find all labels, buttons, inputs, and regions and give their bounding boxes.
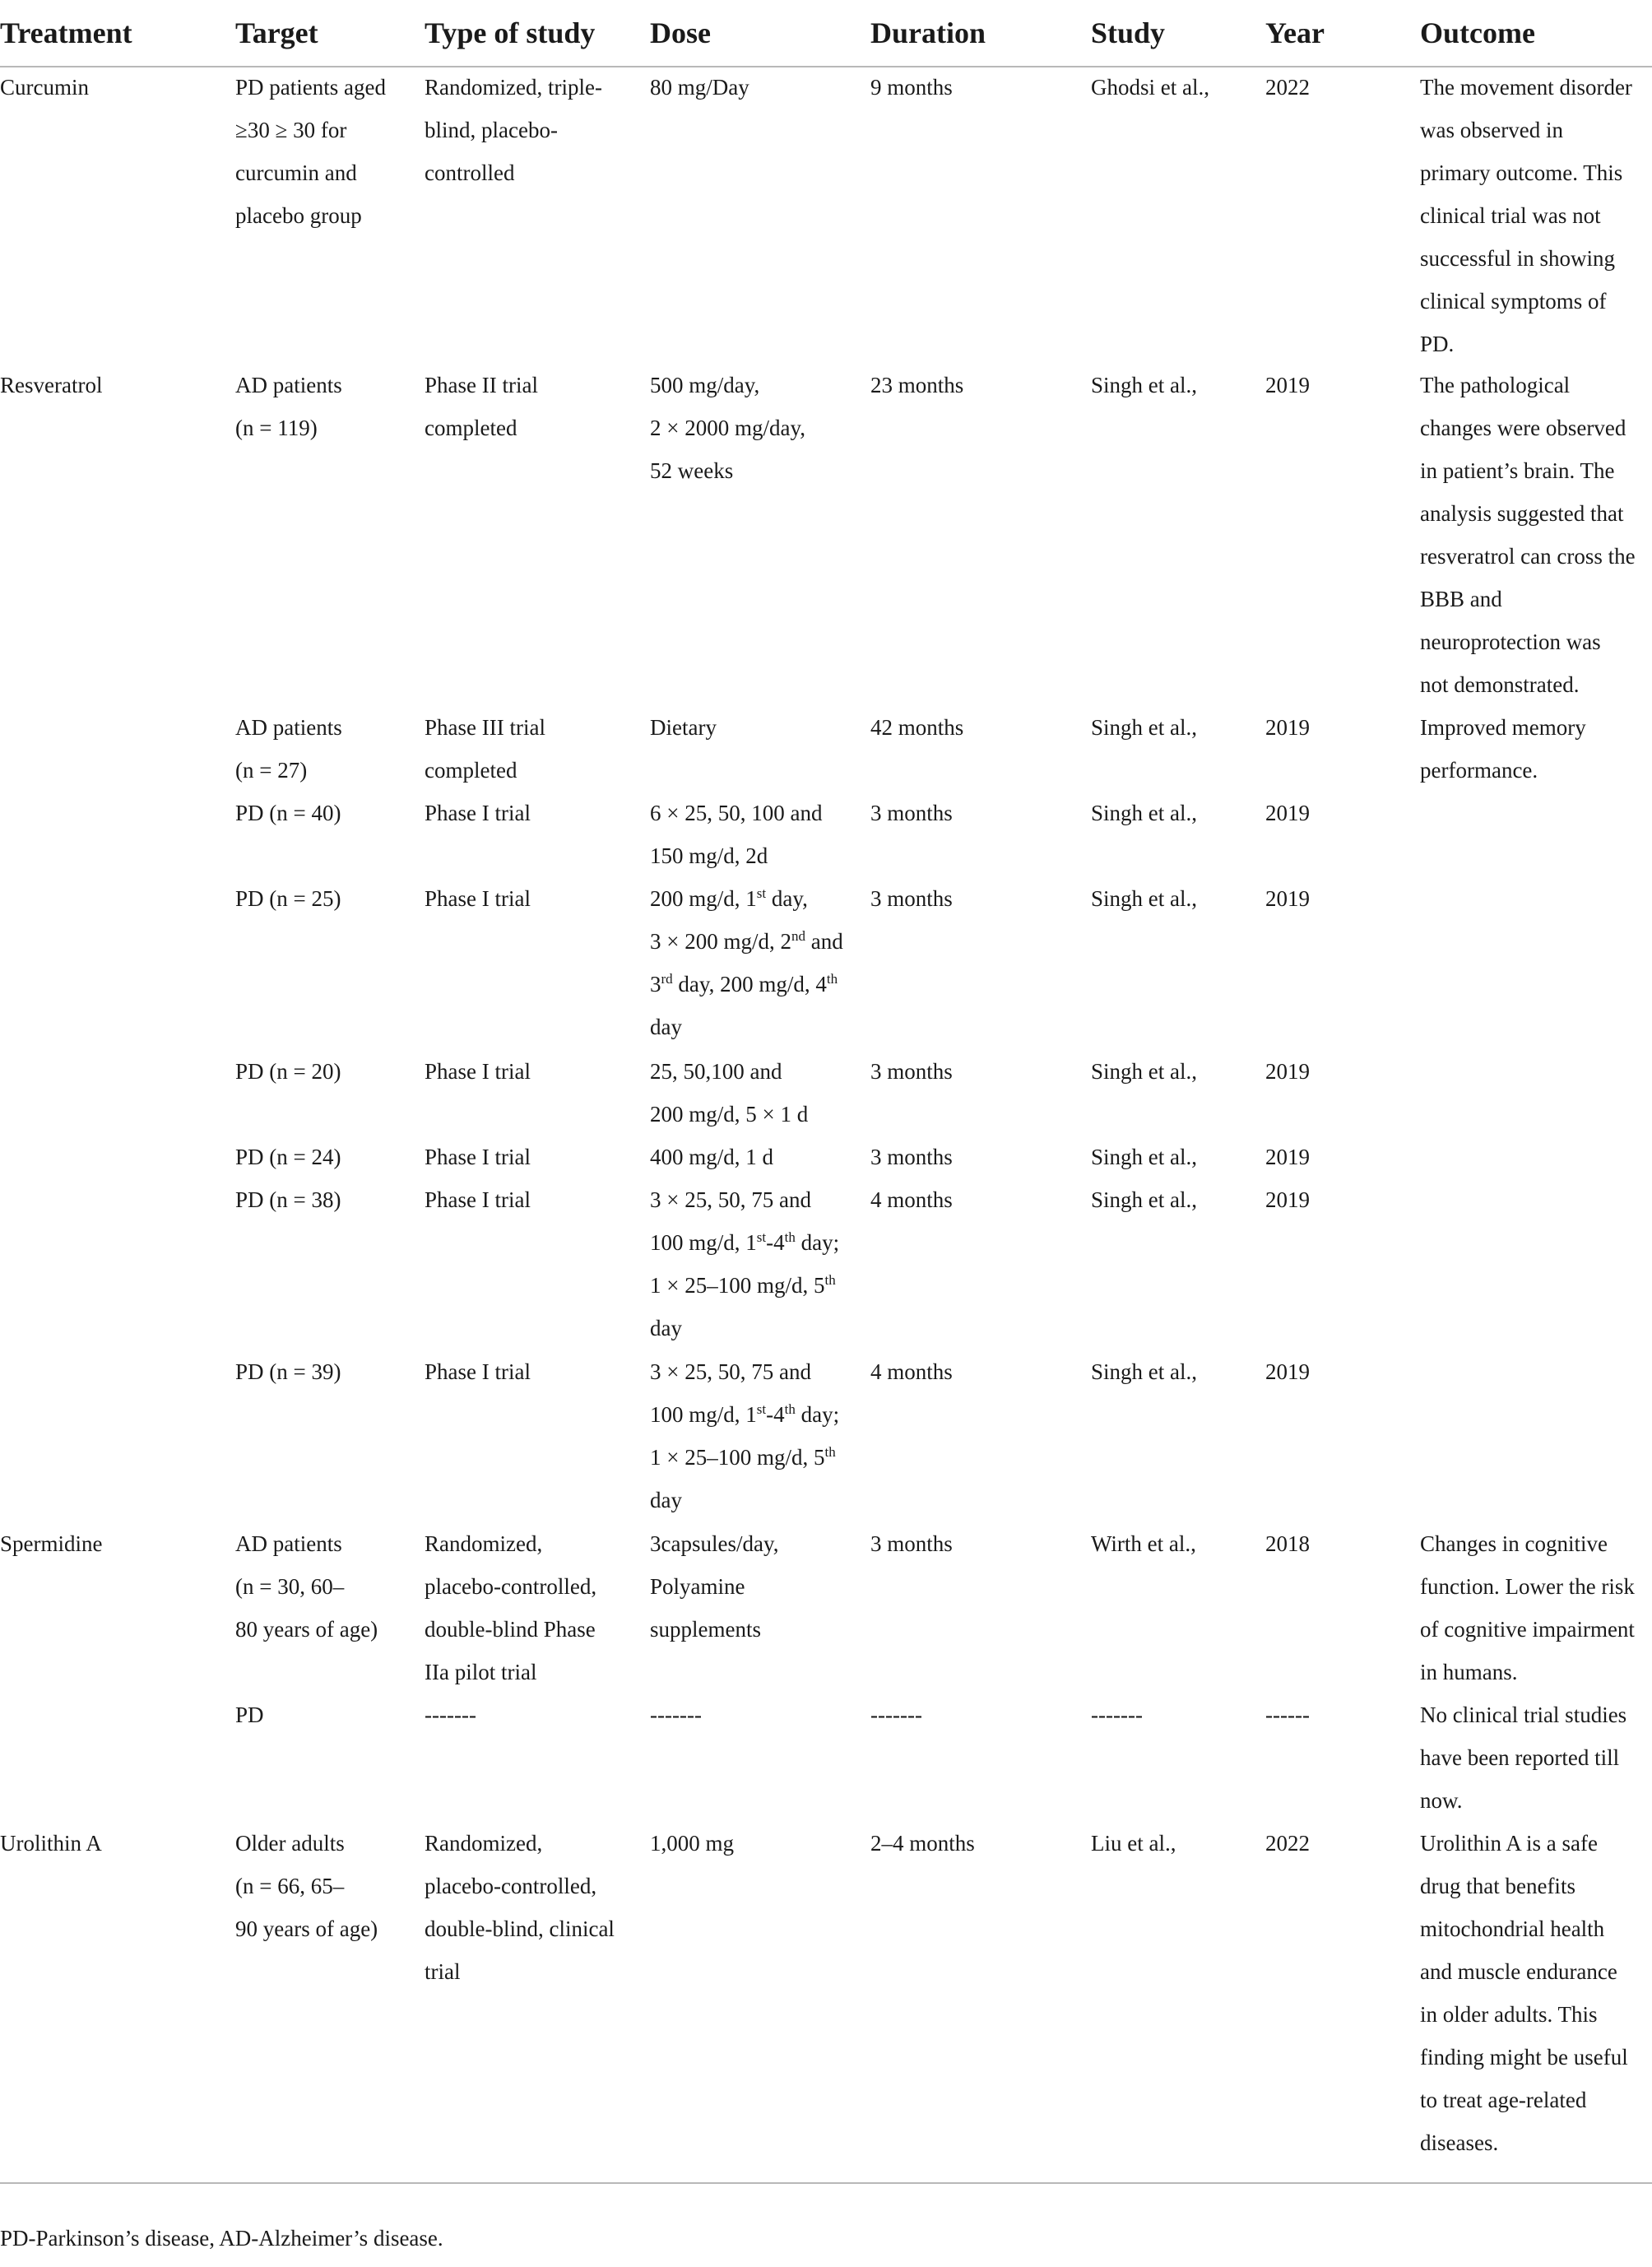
cell-line: 9 months: [870, 75, 953, 100]
ordinal-suffix: th: [826, 971, 838, 987]
text-segment: day: [650, 1316, 682, 1340]
cell-line: of cognitive impairment: [1420, 1617, 1635, 1642]
cell-line: 4 months: [870, 1359, 953, 1384]
cell-treatment: [0, 364, 102, 406]
cell-year: [1265, 1350, 1310, 1393]
cell-year: [1265, 877, 1310, 920]
cell-line: [650, 920, 843, 963]
cell-line: Urolithin A: [0, 1831, 102, 1856]
cell-line: primary outcome. This: [1420, 160, 1623, 185]
cell-dose: [650, 364, 805, 492]
cell-line: PD (n = 38): [235, 1187, 341, 1212]
cell-study: [1091, 66, 1209, 109]
cell-line: to treat age-related: [1420, 2088, 1587, 2112]
cell-target: [235, 1522, 378, 1651]
cell-type: [425, 66, 602, 194]
cell-dose: [650, 1050, 808, 1136]
cell-line: 42 months: [870, 715, 964, 740]
text-segment: 1 × 25–100 mg/d, 5: [650, 1273, 825, 1298]
cell-line: [650, 877, 843, 920]
cell-line: 3 months: [870, 1531, 953, 1556]
cell-type: [425, 1522, 596, 1693]
cell-line: 2–4 months: [870, 1831, 975, 1856]
cell-dose: [650, 706, 717, 749]
cell-study: [1091, 1050, 1197, 1093]
cell-duration: [870, 877, 953, 920]
cell-type: [425, 1178, 531, 1221]
cell-target: [235, 706, 342, 792]
cell-dose: [650, 66, 749, 109]
cell-dose: [650, 1136, 773, 1178]
cell-year: [1265, 1693, 1310, 1736]
cell-line: (n = 66, 65–: [235, 1874, 345, 1898]
cell-line: Dietary: [650, 715, 717, 740]
cell-type: [425, 1693, 476, 1736]
cell-line: Randomized,: [425, 1531, 543, 1556]
cell-dose: [650, 1522, 778, 1651]
cell-line: Randomized, triple-: [425, 75, 602, 100]
cell-line: Randomized,: [425, 1831, 543, 1856]
cell-duration: [870, 1050, 953, 1093]
cell-line: AD patients: [235, 373, 342, 397]
cell-dose: [650, 1822, 734, 1865]
cell-line: 2019: [1265, 715, 1310, 740]
cell-duration: [870, 66, 953, 109]
cell-study: [1091, 792, 1197, 834]
cell-line: [650, 1350, 839, 1393]
cell-line: controlled: [425, 160, 515, 185]
cell-dose: [650, 1178, 839, 1350]
cell-line: Liu et al.,: [1091, 1831, 1176, 1856]
cell-year: [1265, 1822, 1310, 1865]
cell-line: 200 mg/d, 5 × 1 d: [650, 1102, 809, 1127]
cell-line: blind, placebo-: [425, 118, 558, 142]
text-segment: day;: [795, 1230, 840, 1255]
cell-line: resveratrol can cross the: [1420, 544, 1636, 569]
cell-study: [1091, 1178, 1197, 1221]
cell-line: [650, 1221, 839, 1264]
text-segment: 100 mg/d, 1: [650, 1230, 757, 1255]
cell-line: PD (n = 25): [235, 886, 341, 911]
cell-line: [650, 1479, 839, 1521]
cell-line: Polyamine: [650, 1574, 745, 1599]
cell-year: [1265, 792, 1310, 834]
cell-line: [650, 1178, 839, 1221]
cell-line: Singh et al.,: [1091, 373, 1197, 397]
cell-line: 4 months: [870, 1187, 953, 1212]
cell-type: [425, 364, 538, 449]
cell-line: changes were observed: [1420, 416, 1626, 440]
cell-line: was observed in: [1420, 118, 1563, 142]
text-segment: 1 × 25–100 mg/d, 5: [650, 1445, 825, 1470]
cell-line: (n = 27): [235, 758, 308, 783]
cell-line: clinical symptoms of: [1420, 289, 1607, 314]
cell-line: [650, 1393, 839, 1436]
cell-line: The movement disorder: [1420, 75, 1632, 100]
cell-target: [235, 66, 386, 237]
cell-line: Phase I trial: [425, 1059, 531, 1084]
cell-type: [425, 1822, 615, 1993]
cell-line: PD: [235, 1703, 264, 1727]
cell-line: Phase I trial: [425, 1187, 531, 1212]
cell-line: curcumin and: [235, 160, 357, 185]
cell-line: 150 mg/d, 2d: [650, 843, 768, 868]
cell-line: Singh et al.,: [1091, 715, 1197, 740]
cell-line: Singh et al.,: [1091, 1187, 1197, 1212]
cell-line: 2019: [1265, 1187, 1310, 1212]
header-outcome: Outcome: [1420, 16, 1535, 49]
text-segment: -4: [766, 1402, 785, 1427]
text-segment: 200 mg/d, 1: [650, 886, 757, 911]
cell-year: [1265, 1136, 1310, 1178]
ordinal-suffix: th: [784, 1401, 796, 1417]
header-study: Study: [1091, 16, 1166, 49]
cell-type: [425, 877, 531, 920]
cell-study: [1091, 364, 1197, 406]
cell-line: Resveratrol: [0, 373, 103, 397]
cell-type: [425, 1136, 531, 1178]
cell-year: [1265, 1522, 1310, 1565]
cell-line: 2019: [1265, 1145, 1310, 1169]
cell-line: Phase III trial: [425, 715, 545, 740]
cell-target: [235, 1136, 341, 1178]
text-segment: 3: [650, 972, 661, 996]
cell-line: -------: [425, 1703, 476, 1727]
table-bottom-rule: [0, 2182, 1652, 2184]
cell-target: [235, 1350, 341, 1393]
cell-dose: [650, 877, 843, 1048]
cell-line: in humans.: [1420, 1660, 1518, 1684]
cell-line: 23 months: [870, 373, 964, 397]
header-treatment: Treatment: [0, 16, 132, 49]
cell-line: BBB and: [1420, 587, 1502, 611]
cell-line: 90 years of age): [235, 1916, 378, 1941]
text-segment: 3 × 25, 50, 75 and: [650, 1359, 811, 1384]
cell-study: [1091, 706, 1197, 749]
cell-line: 3 months: [870, 801, 953, 825]
text-segment: 3 × 25, 50, 75 and: [650, 1187, 811, 1212]
cell-line: Singh et al.,: [1091, 886, 1197, 911]
cell-line: 2019: [1265, 1359, 1310, 1384]
cell-line: 2 × 2000 mg/day,: [650, 416, 805, 440]
cell-target: [235, 1178, 341, 1221]
cell-line: 3 months: [870, 886, 953, 911]
cell-line: Phase II trial: [425, 373, 538, 397]
cell-study: [1091, 1350, 1197, 1393]
cell-line: Improved memory: [1420, 715, 1586, 740]
ordinal-suffix: th: [824, 1272, 836, 1288]
cell-line: diseases.: [1420, 2130, 1499, 2155]
cell-duration: [870, 364, 963, 406]
cell-line: placebo-controlled,: [425, 1574, 597, 1599]
cell-line: PD (n = 39): [235, 1359, 341, 1384]
cell-line: successful in showing: [1420, 246, 1615, 271]
cell-line: -------: [650, 1703, 702, 1727]
cell-line: Urolithin A is a safe: [1420, 1831, 1598, 1856]
cell-line: not demonstrated.: [1420, 672, 1580, 697]
cell-line: PD (n = 20): [235, 1059, 341, 1084]
cell-type: [425, 792, 531, 834]
header-dose: Dose: [650, 16, 711, 49]
cell-study: [1091, 1693, 1143, 1736]
cell-treatment: [0, 1822, 102, 1865]
cell-line: clinical trial was not: [1420, 203, 1601, 228]
cell-line: and muscle endurance: [1420, 1959, 1617, 1984]
cell-line: [650, 1307, 839, 1350]
cell-target: [235, 364, 342, 449]
cell-line: function. Lower the risk: [1420, 1574, 1635, 1599]
cell-line: completed: [425, 758, 517, 783]
cell-type: [425, 1050, 531, 1093]
cell-duration: [870, 792, 953, 834]
cell-line: -------: [1091, 1703, 1143, 1727]
cell-line: (n = 30, 60–: [235, 1574, 345, 1599]
cell-duration: [870, 1136, 953, 1178]
text-segment: day: [650, 1015, 682, 1039]
cell-line: performance.: [1420, 758, 1538, 783]
cell-duration: [870, 1693, 922, 1736]
cell-line: completed: [425, 416, 517, 440]
cell-line: trial: [425, 1959, 461, 1984]
cell-study: [1091, 877, 1197, 920]
cell-line: 3capsules/day,: [650, 1531, 779, 1556]
cell-outcome: [1420, 1693, 1626, 1822]
text-segment: 100 mg/d, 1: [650, 1402, 757, 1427]
cell-line: 80 years of age): [235, 1617, 378, 1642]
cell-line: 400 mg/d, 1 d: [650, 1145, 774, 1169]
cell-line: 2019: [1265, 373, 1310, 397]
cell-target: [235, 792, 341, 834]
cell-line: PD.: [1420, 332, 1455, 356]
cell-line: 3 months: [870, 1059, 953, 1084]
cell-year: [1265, 1178, 1310, 1221]
header-year: Year: [1265, 16, 1325, 49]
cell-line: double-blind Phase: [425, 1617, 596, 1642]
ordinal-suffix: rd: [661, 971, 673, 987]
cell-outcome: [1420, 66, 1632, 365]
table-footnote: PD-Parkinson’s disease, AD-Alzheimer’s disease.: [0, 2226, 443, 2251]
cell-year: [1265, 364, 1310, 406]
cell-line: PD (n = 24): [235, 1145, 341, 1169]
cell-treatment: [0, 66, 89, 109]
cell-dose: [650, 792, 822, 877]
cell-line: double-blind, clinical: [425, 1916, 615, 1941]
cell-line: Changes in cognitive: [1420, 1531, 1608, 1556]
cell-outcome: [1420, 706, 1586, 792]
cell-study: [1091, 1136, 1197, 1178]
text-segment: day;: [795, 1402, 840, 1427]
cell-dose: [650, 1693, 702, 1736]
cell-target: [235, 1822, 378, 1950]
cell-line: Spermidine: [0, 1531, 103, 1556]
cell-study: [1091, 1822, 1176, 1865]
cell-target: [235, 877, 341, 920]
cell-line: now.: [1420, 1788, 1463, 1813]
cell-duration: [870, 1522, 953, 1565]
ordinal-suffix: th: [824, 1444, 836, 1460]
ordinal-suffix: st: [756, 1229, 767, 1245]
cell-line: IIa pilot trial: [425, 1660, 537, 1684]
cell-line: -------: [870, 1703, 922, 1727]
cell-duration: [870, 1350, 953, 1393]
cell-line: Wirth et al.,: [1091, 1531, 1196, 1556]
cell-type: [425, 706, 545, 792]
cell-line: have been reported till: [1420, 1745, 1620, 1770]
cell-line: [650, 1264, 839, 1307]
cell-line: 6 × 25, 50, 100 and: [650, 801, 823, 825]
cell-line: 2019: [1265, 801, 1310, 825]
cell-duration: [870, 706, 963, 749]
cell-line: Phase I trial: [425, 1145, 531, 1169]
cell-line: Phase I trial: [425, 886, 531, 911]
header-target: Target: [235, 16, 318, 49]
cell-line: No clinical trial studies: [1420, 1703, 1627, 1727]
text-segment: day: [650, 1488, 682, 1512]
cell-line: Ghodsi et al.,: [1091, 75, 1209, 100]
cell-outcome: [1420, 1822, 1628, 2164]
cell-line: drug that benefits: [1420, 1874, 1575, 1898]
cell-target: [235, 1050, 341, 1093]
cell-line: Singh et al.,: [1091, 1145, 1197, 1169]
cell-line: 2022: [1265, 75, 1310, 100]
cell-line: 3 months: [870, 1145, 953, 1169]
text-segment: day,: [766, 886, 808, 911]
cell-treatment: [0, 1522, 102, 1565]
cell-line: finding might be useful: [1420, 2045, 1628, 2070]
cell-line: [650, 963, 843, 1006]
cell-line: 25, 50,100 and: [650, 1059, 782, 1084]
cell-line: 500 mg/day,: [650, 373, 760, 397]
cell-line: in patient’s brain. The: [1420, 458, 1615, 483]
cell-line: 2022: [1265, 1831, 1310, 1856]
cell-line: 2019: [1265, 886, 1310, 911]
cell-line: PD (n = 40): [235, 801, 341, 825]
cell-duration: [870, 1822, 975, 1865]
cell-line: [650, 1006, 843, 1048]
cell-line: ------: [1265, 1703, 1310, 1727]
cell-duration: [870, 1178, 953, 1221]
cell-type: [425, 1350, 531, 1393]
cell-year: [1265, 66, 1310, 109]
cell-year: [1265, 706, 1310, 749]
text-segment: -4: [766, 1230, 785, 1255]
header-type-of-study: Type of study: [425, 16, 596, 49]
cell-outcome: [1420, 1522, 1635, 1693]
cell-line: placebo group: [235, 203, 362, 228]
cell-target: [235, 1693, 264, 1736]
cell-dose: [650, 1350, 839, 1521]
cell-line: Singh et al.,: [1091, 1059, 1197, 1084]
cell-line: (n = 119): [235, 416, 318, 440]
cell-line: Curcumin: [0, 75, 89, 100]
cell-line: AD patients: [235, 715, 342, 740]
cell-line: 80 mg/Day: [650, 75, 749, 100]
ordinal-suffix: th: [784, 1229, 796, 1245]
cell-line: 2019: [1265, 1059, 1310, 1084]
cell-year: [1265, 1050, 1310, 1093]
header-duration: Duration: [870, 16, 986, 49]
text-segment: and: [805, 929, 843, 954]
cell-line: Older adults: [235, 1831, 345, 1856]
text-segment: 3 × 200 mg/d, 2: [650, 929, 791, 954]
cell-line: The pathological: [1420, 373, 1571, 397]
cell-line: neuroprotection was: [1420, 629, 1601, 654]
cell-study: [1091, 1522, 1196, 1565]
cell-line: Singh et al.,: [1091, 1359, 1197, 1384]
ordinal-suffix: st: [756, 1401, 767, 1417]
cell-line: Singh et al.,: [1091, 801, 1197, 825]
cell-line: 52 weeks: [650, 458, 734, 483]
text-segment: day, 200 mg/d, 4: [672, 972, 827, 996]
cell-line: 2018: [1265, 1531, 1310, 1556]
cell-line: analysis suggested that: [1420, 501, 1624, 526]
cell-line: Phase I trial: [425, 1359, 531, 1384]
cell-line: supplements: [650, 1617, 761, 1642]
cell-line: in older adults. This: [1420, 2002, 1598, 2027]
ordinal-suffix: nd: [791, 928, 805, 944]
cell-line: AD patients: [235, 1531, 342, 1556]
cell-line: 1,000 mg: [650, 1831, 735, 1856]
cell-line: placebo-controlled,: [425, 1874, 597, 1898]
cell-line: PD patients aged: [235, 75, 386, 100]
ordinal-suffix: st: [756, 885, 767, 901]
cell-outcome: [1420, 364, 1636, 706]
cell-line: Phase I trial: [425, 801, 531, 825]
cell-line: [650, 1436, 839, 1479]
cell-line: mitochondrial health: [1420, 1916, 1605, 1941]
cell-line: ≥30 ≥ 30 for: [235, 118, 347, 142]
